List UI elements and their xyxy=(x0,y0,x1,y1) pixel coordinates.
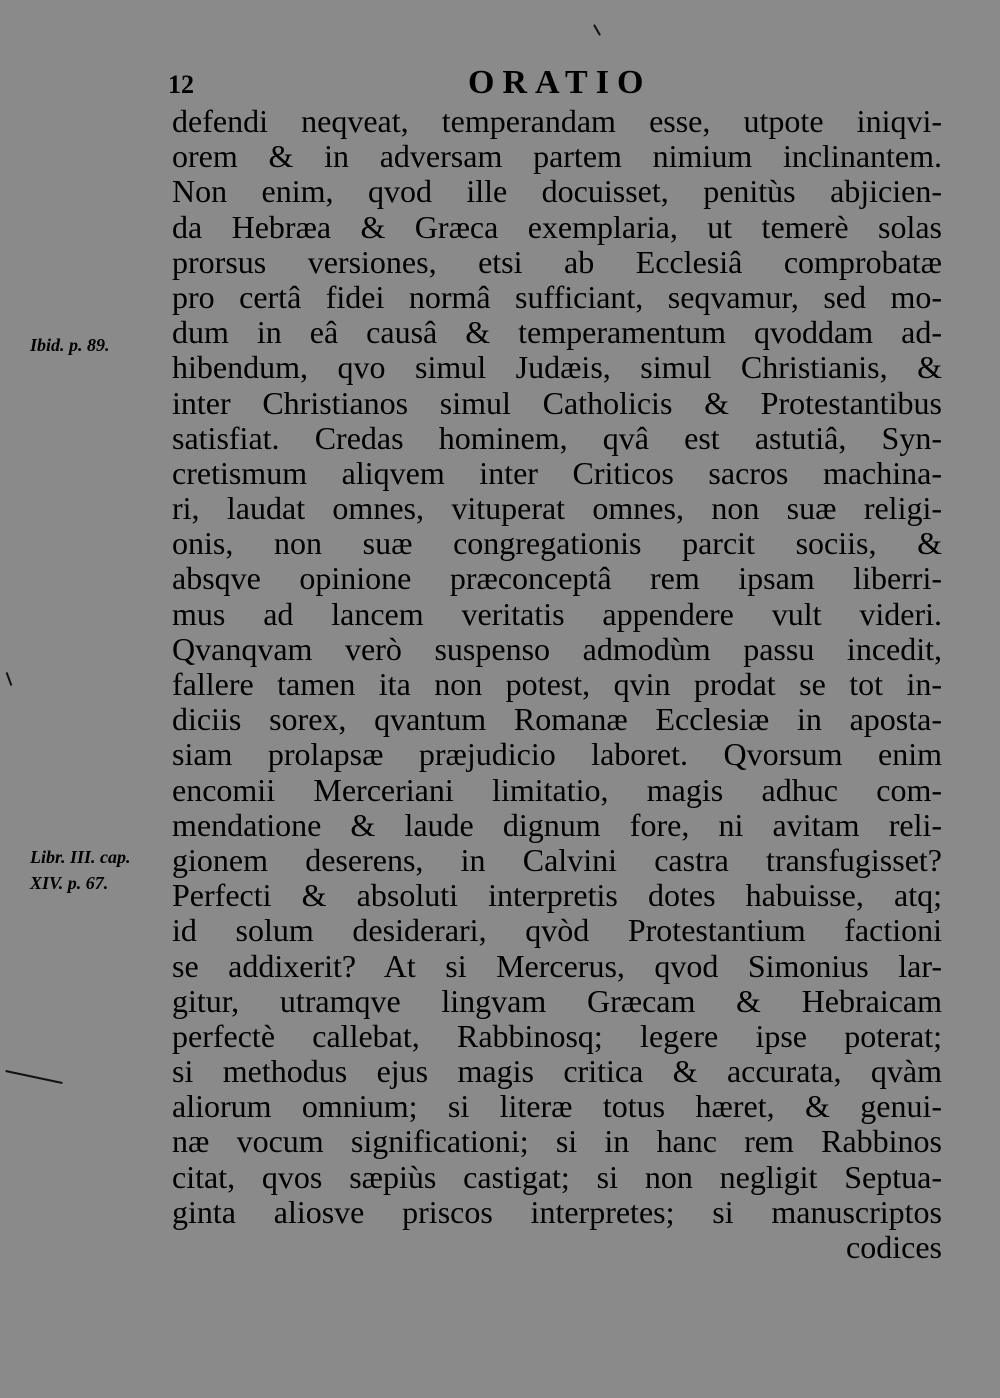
text-line: orem & in adversam partem nimium inclinantem. xyxy=(172,139,942,175)
text-line: aliorum omnium; si literæ totus hæret, & genui- xyxy=(172,1089,942,1125)
margin-note: Ibid. p. 89. xyxy=(30,335,110,355)
catchword: codices xyxy=(846,1230,942,1265)
text-line: encomii Merceriani limitatio, magis adhuc com- xyxy=(172,772,942,808)
page-header xyxy=(168,64,948,104)
text-line: mendatione & laude dignum fore, ni avitam reli- xyxy=(172,807,942,843)
text-line: se addixerit? At si Mercerus, qvod Simonius lar- xyxy=(172,948,942,984)
text-line: Non enim, qvod ille docuisset, penitùs abjicien- xyxy=(172,174,942,210)
text-line: hibendum, qvo simul Judæis, simul Christianis, & xyxy=(172,350,942,386)
body-text xyxy=(172,104,942,1265)
text-line: onis, non suæ congregationis parcit sociis, & xyxy=(172,526,942,562)
text-line: prorsus versiones, etsi ab Ecclesiâ comprobatæ xyxy=(172,244,942,280)
text-line: dum in eâ causâ & temperamentum qvoddam ad- xyxy=(172,315,942,351)
text-line: gionem deserens, in Calvini castra transfugisset? xyxy=(172,842,942,878)
text-line: citat, qvos sæpiùs castigat; si non negligit Septua- xyxy=(172,1159,942,1195)
text-line: mus ad lancem veritatis appendere vult videri. xyxy=(172,596,942,632)
text-line: Perfecti & absoluti interpretis dotes habuisse, atq; xyxy=(172,878,942,914)
text-line: defendi neqveat, temperandam esse, utpote iniqvi- xyxy=(172,104,942,139)
margin-note: Libr. III. cap. XIV. p. 67. xyxy=(30,847,131,893)
text-line: ginta aliosve priscos interpretes; si manuscriptos xyxy=(172,1194,942,1230)
text-line: diciis sorex, qvantum Romanæ Ecclesiæ in aposta- xyxy=(172,702,942,738)
text-line: id solum desiderari, qvòd Protestantium factioni xyxy=(172,913,942,949)
page-number: 12 xyxy=(168,70,194,99)
text-line: satisfiat. Credas hominem, qvâ est astutiâ, Syn- xyxy=(172,420,942,456)
stray-ink-mark xyxy=(5,1070,62,1084)
text-line: da Hebræa & Græca exemplaria, ut temerè solas xyxy=(172,209,942,245)
text-line: næ vocum significationi; si in hanc rem Rabbinos xyxy=(172,1124,942,1160)
text-line: fallere tamen ita non potest, qvin prodat se tot in- xyxy=(172,667,942,702)
text-line: perfectè callebat, Rabbinosq; legere ipse poterat; xyxy=(172,1018,942,1054)
text-line: siam prolapsæ præjudicio laboret. Qvorsum enim xyxy=(172,737,942,773)
stray-ink-mark xyxy=(593,24,601,35)
stray-ink-mark xyxy=(6,672,13,686)
text-line: inter Christianos simul Catholicis & Protestantibus xyxy=(172,385,942,421)
text-line: Qvanqvam verò suspenso admodùm passu incedit, xyxy=(172,631,942,667)
text-line: ri, laudat omnes, vituperat omnes, non suæ religi- xyxy=(172,491,942,527)
text-line: cretismum aliqvem inter Criticos sacros machina- xyxy=(172,455,942,491)
running-title: ORATIO xyxy=(468,64,652,101)
text-line: si methodus ejus magis critica & accurata, qvàm xyxy=(172,1054,942,1090)
text-line: pro certâ fidei normâ sufficiant, seqvamur, sed mo- xyxy=(172,279,942,315)
text-line: absqve opinione præconceptâ rem ipsam liberri- xyxy=(172,561,942,597)
text-line: gitur, utramqve lingvam Græcam & Hebraicam xyxy=(172,983,942,1019)
